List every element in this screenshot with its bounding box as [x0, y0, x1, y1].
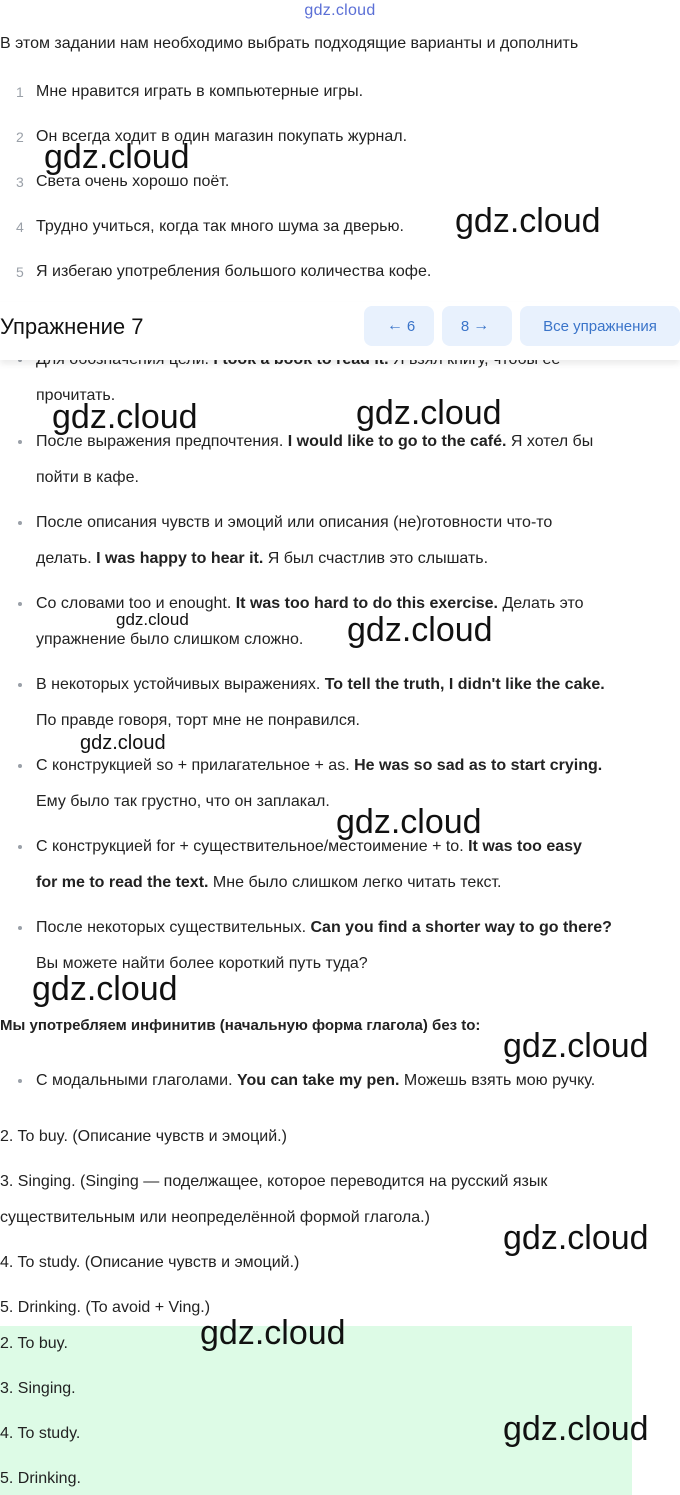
site-watermark: gdz.cloud — [304, 2, 376, 19]
item-number: 2 — [16, 129, 24, 145]
item-text: Трудно учиться, когда так много шума за дверью. — [36, 218, 404, 235]
watermark: gdz.cloud — [52, 398, 198, 436]
sentence-list — [0, 82, 680, 307]
watermark: gdz.cloud — [80, 732, 166, 754]
rule-translation: Я был счастлив это слышать. — [263, 550, 489, 567]
rule-translation: По правде говоря, торт мне не понравился. — [36, 712, 360, 729]
rule-example: I would like to go to the café. — [287, 433, 507, 450]
rule-translation: Можешь взять мою ручку. — [399, 1072, 596, 1089]
answer-line: 2. To buy. — [0, 1335, 68, 1352]
watermark: gdz.cloud — [347, 611, 493, 649]
rule-text: С конструкцией so + прилагательное + as. — [36, 757, 355, 774]
rule-translation: Мне было слишком легко читать текст. — [208, 874, 502, 891]
item-text: Света очень хорошо поёт. — [36, 173, 230, 190]
explanation-line: 4. To study. (Описание чувств и эмоций.) — [0, 1254, 300, 1271]
watermark: gdz.cloud — [356, 394, 502, 432]
item-number: 5 — [16, 264, 24, 280]
exercise-title: Упражнение 7 — [0, 314, 144, 339]
item-number: 3 — [16, 174, 24, 190]
arrow-left-icon: ← — [386, 317, 403, 334]
rule-example: I was happy to hear it. — [96, 550, 264, 567]
rule-example: He was so sad as to start crying. — [354, 757, 603, 774]
no-to-heading: Мы употребляем инфинитив (начальную форма глагола) без to: — [0, 1017, 481, 1034]
watermark: gdz.cloud — [336, 803, 482, 841]
answer-line: 4. To study. — [0, 1425, 81, 1442]
rule-example: Can you find a shorter way to go there? — [310, 919, 612, 936]
rule-text: С модальными глаголами. — [36, 1072, 237, 1089]
list-item — [0, 262, 680, 307]
item-number: 1 — [16, 84, 24, 100]
watermark: gdz.cloud — [455, 202, 601, 240]
arrow-right-icon: → — [473, 317, 490, 334]
next-exercise-button[interactable] — [442, 306, 512, 346]
rule-example: It was too hard to do this exercise. — [235, 595, 498, 612]
prev-exercise-button[interactable] — [364, 306, 434, 346]
answer-line: 3. Singing. — [0, 1380, 76, 1397]
rule-text: После некоторых существительных. — [36, 919, 311, 936]
rule-example: You can take my pen. — [236, 1072, 400, 1089]
rule-translation: Ему было так грустно, что он заплакал. — [36, 793, 330, 810]
rule-translation: пойти в кафе. — [36, 469, 139, 486]
item-text: Он всегда ходит в один магазин покупать журнал. — [36, 128, 408, 145]
rule-translation: Вы можете найти более короткий путь туда? — [36, 955, 368, 972]
watermark: gdz.cloud — [503, 1027, 649, 1065]
watermark: gdz.cloud — [503, 1219, 649, 1257]
rule-example: It was too easy — [468, 838, 582, 855]
answer-line: 5. Drinking. — [0, 1470, 81, 1487]
list-item — [0, 82, 680, 127]
prev-exercise-label: 6 — [406, 317, 416, 335]
next-exercise-label: 8 — [460, 317, 470, 335]
rule-translation: Я хотел бы — [506, 433, 594, 450]
item-text: Мне нравится играть в компьютерные игры. — [36, 83, 364, 100]
watermark: gdz.cloud — [44, 138, 190, 176]
list-item — [36, 505, 676, 577]
list-item — [36, 1063, 676, 1099]
explanation-line: 2. To buy. (Описание чувств и эмоций.) — [0, 1128, 287, 1145]
rule-translation: прочитать. — [36, 387, 116, 404]
rule-text: С конструкцией for + существительное/местоимение + to. — [36, 838, 469, 855]
rule-example: To tell the truth, I didn't like the cake. — [324, 676, 605, 693]
all-exercises-button[interactable]: Все упражнения — [520, 306, 680, 346]
rule-text: После описания чувств и эмоций или описания (не)готовности что-то — [36, 514, 553, 531]
rule-text: делать. — [36, 550, 97, 567]
list-item — [36, 667, 676, 739]
rule-text: Со словами too и enought. — [36, 595, 236, 612]
exercise-header — [0, 302, 680, 360]
watermark: gdz.cloud — [503, 1410, 649, 1448]
rule-translation: Делать это — [498, 595, 584, 612]
explanation-line: существительным или неопределённой формой глагола.) — [0, 1209, 430, 1226]
watermark: gdz.cloud — [200, 1314, 346, 1352]
explanation-line: 3. Singing. (Singing — поделжащее, которое переводится на русский язык — [0, 1173, 548, 1190]
rule-text: После выражения предпочтения. — [36, 433, 288, 450]
item-text: Я избегаю употребления большого количества кофе. — [36, 263, 432, 280]
watermark: gdz.cloud — [32, 970, 178, 1008]
rule-example: for me to read the text. — [36, 874, 209, 891]
item-number: 4 — [16, 219, 24, 235]
watermark: gdz.cloud — [116, 610, 189, 629]
intro-text: В этом задании нам необходимо выбрать подходящие варианты и дополнить — [0, 35, 579, 52]
rule-text: В некоторых устойчивых выражениях. — [36, 676, 325, 693]
rule-translation: упражнение было слишком сложно. — [36, 631, 304, 648]
explanation-line: 5. Drinking. (To avoid + Ving.) — [0, 1299, 211, 1316]
